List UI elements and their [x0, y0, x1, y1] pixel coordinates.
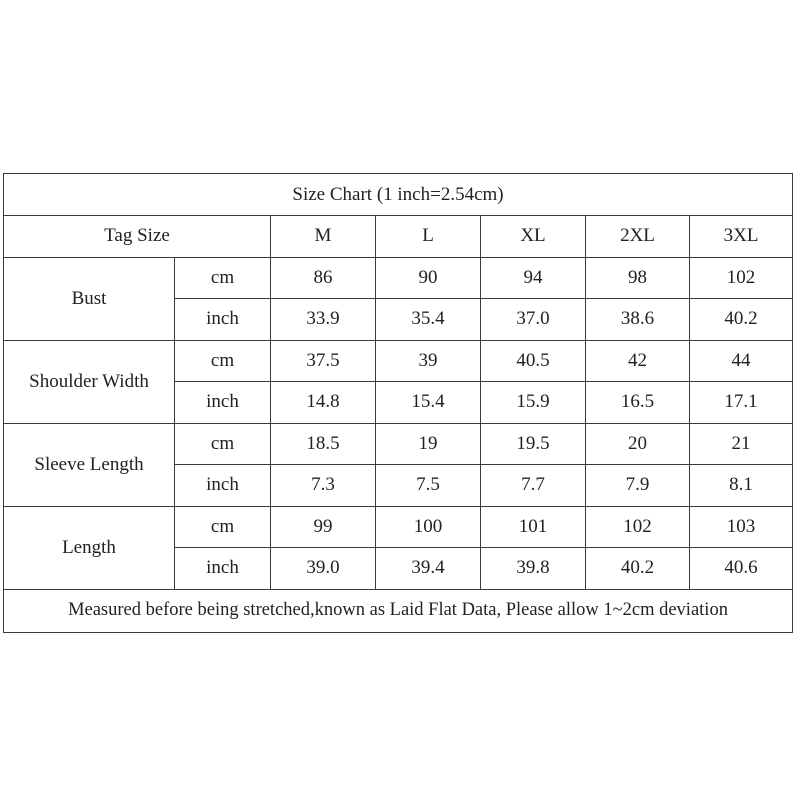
value-cell: 39.8 [481, 548, 586, 590]
value-cell: 7.5 [376, 465, 481, 507]
value-cell: 16.5 [586, 382, 690, 424]
value-cell: 40.5 [481, 340, 586, 382]
unit-cell: inch [175, 465, 271, 507]
value-cell: 40.6 [690, 548, 793, 590]
value-cell: 19.5 [481, 423, 586, 465]
value-cell: 40.2 [586, 548, 690, 590]
measurement-name: Length [4, 506, 175, 589]
value-cell: 18.5 [271, 423, 376, 465]
unit-cell: cm [175, 423, 271, 465]
measurement-name: Sleeve Length [4, 423, 175, 506]
size-header-cell: 3XL [690, 216, 793, 258]
size-chart-title: Size Chart (1 inch=2.54cm) [4, 174, 793, 216]
value-cell: 38.6 [586, 299, 690, 341]
value-cell: 42 [586, 340, 690, 382]
value-cell: 101 [481, 506, 586, 548]
value-cell: 19 [376, 423, 481, 465]
value-cell: 103 [690, 506, 793, 548]
deviation-note: Measured before being stretched,known as Laid Flat Data, Please allow 1~2cm deviation [4, 589, 793, 632]
header-row [4, 216, 793, 258]
value-cell: 39.4 [376, 548, 481, 590]
value-cell: 37.5 [271, 340, 376, 382]
value-cell: 20 [586, 423, 690, 465]
value-cell: 15.4 [376, 382, 481, 424]
value-cell: 86 [271, 257, 376, 299]
value-cell: 90 [376, 257, 481, 299]
value-cell: 98 [586, 257, 690, 299]
measurement-row [4, 340, 793, 382]
measurement-row [4, 257, 793, 299]
value-cell: 14.8 [271, 382, 376, 424]
value-cell: 39 [376, 340, 481, 382]
value-cell: 17.1 [690, 382, 793, 424]
measurement-name: Bust [4, 257, 175, 340]
value-cell: 94 [481, 257, 586, 299]
value-cell: 21 [690, 423, 793, 465]
tag-size-header: Tag Size [4, 216, 271, 258]
value-cell: 7.9 [586, 465, 690, 507]
size-header-cell: L [376, 216, 481, 258]
size-header-cell: 2XL [586, 216, 690, 258]
value-cell: 7.3 [271, 465, 376, 507]
unit-cell: cm [175, 506, 271, 548]
size-chart-table [3, 173, 793, 633]
unit-cell: inch [175, 548, 271, 590]
unit-cell: inch [175, 299, 271, 341]
measurement-name: Shoulder Width [4, 340, 175, 423]
unit-cell: cm [175, 340, 271, 382]
value-cell: 35.4 [376, 299, 481, 341]
note-row [4, 589, 793, 632]
value-cell: 37.0 [481, 299, 586, 341]
value-cell: 44 [690, 340, 793, 382]
size-header-cell: M [271, 216, 376, 258]
value-cell: 102 [690, 257, 793, 299]
measurement-row [4, 423, 793, 465]
value-cell: 8.1 [690, 465, 793, 507]
measurement-row [4, 506, 793, 548]
unit-cell: inch [175, 382, 271, 424]
size-header-cell: XL [481, 216, 586, 258]
value-cell: 39.0 [271, 548, 376, 590]
value-cell: 99 [271, 506, 376, 548]
value-cell: 15.9 [481, 382, 586, 424]
value-cell: 40.2 [690, 299, 793, 341]
value-cell: 7.7 [481, 465, 586, 507]
title-row [4, 174, 793, 216]
value-cell: 100 [376, 506, 481, 548]
value-cell: 102 [586, 506, 690, 548]
unit-cell: cm [175, 257, 271, 299]
value-cell: 33.9 [271, 299, 376, 341]
